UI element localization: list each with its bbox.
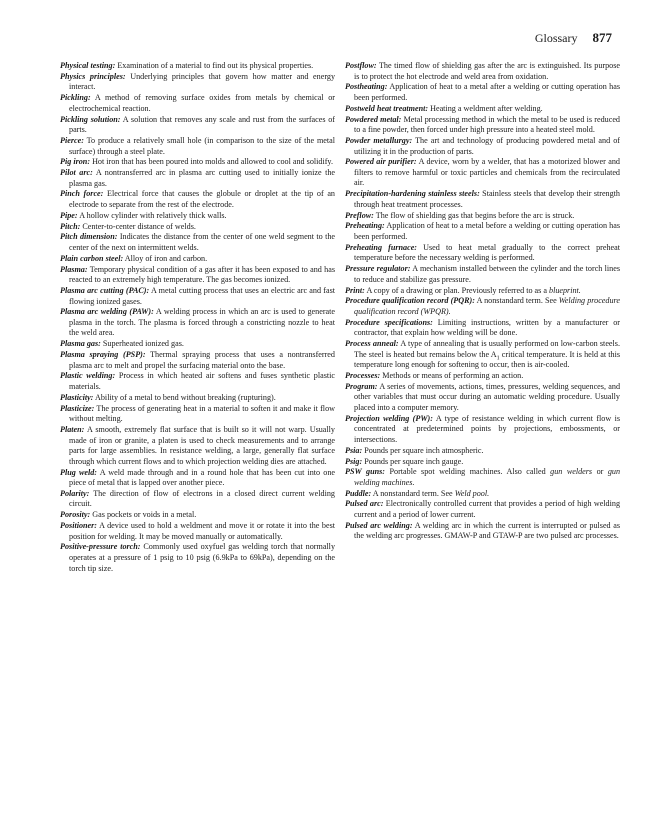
glossary-entry	[345, 286, 620, 297]
glossary-term: Powder metallurgy:	[345, 135, 413, 145]
glossary-term: Precipitation-hardening stainless steels:	[345, 189, 480, 199]
glossary-term: Pickling solution:	[60, 114, 121, 124]
cross-reference: gun welding machines.	[354, 467, 620, 487]
subscript: 1	[496, 355, 500, 362]
cross-reference: Welding procedure qualification record (WPQR).	[354, 296, 620, 316]
glossary-definition: Methods or means of performing an action.	[382, 371, 524, 381]
glossary-term: Procedure qualification record (PQR):	[345, 296, 475, 306]
glossary-definition: A solution that removes any scale and rust from the surfaces of parts.	[69, 114, 335, 135]
glossary-term: Pulsed arc welding:	[345, 520, 413, 530]
glossary-entry	[60, 136, 335, 157]
glossary-term: Print:	[345, 285, 365, 295]
glossary-term: Psia:	[345, 445, 363, 455]
glossary-definition: A method of removing surface oxides from metals by chemical or electrochemical reaction.	[69, 93, 335, 113]
glossary-definition: A metal cutting process that uses an electric arc and fast flowing ionized gases.	[69, 285, 336, 306]
glossary-entry	[60, 510, 335, 521]
glossary-term: Physical testing:	[60, 61, 116, 70]
glossary-term: Plug weld:	[60, 467, 97, 477]
glossary-entry	[60, 265, 335, 286]
glossary-term: Pinch force:	[60, 189, 104, 199]
glossary-definition: A welding process in which an arc is used to generate plasma in the torch. The plasma is forced through a constricting nozzle to heat the weld area.	[69, 307, 335, 338]
glossary-definition: Hot iron that has been poured into molds and allowed to cool and solidify.	[92, 157, 333, 167]
glossary-term: Postweld heat treatment:	[345, 103, 429, 113]
section-title: Glossary	[534, 31, 578, 45]
glossary-definition: Commonly used oxyfuel gas welding torch that normally operates at a pressure of 1 psig to 10 psig (6.9kPa to 69kPa), depending on the torch tip size.	[69, 542, 336, 573]
running-header	[0, 30, 612, 46]
glossary-definition: Electrical force that causes the globule or droplet at the tip of an electrode to separate from the rest of the electrode.	[69, 189, 335, 210]
glossary-entry	[60, 61, 335, 72]
glossary-entry	[60, 307, 335, 339]
glossary-entry	[345, 339, 620, 371]
glossary-definition: Application of heat to a metal after a welding or cutting operation has been performed.	[354, 82, 620, 102]
glossary-term: Preheating furnace:	[345, 242, 418, 252]
glossary-entry	[60, 222, 335, 233]
glossary-definition: Superheated ionized gas.	[102, 339, 184, 349]
glossary-entry	[60, 286, 335, 307]
glossary-term: Processes:	[345, 371, 381, 381]
glossary-definition: Metal processing method in which the metal to be used is reduced to a fine powder, then forced under high pressure into a heated steel mold.	[354, 114, 620, 135]
glossary-entry	[60, 542, 335, 574]
glossary-definition: A nonstandard term. See	[476, 296, 559, 306]
glossary-term: Plain carbon steel:	[60, 253, 124, 263]
glossary-entry	[60, 371, 335, 392]
glossary-entry	[60, 489, 335, 510]
glossary-term: Pierce:	[60, 135, 84, 145]
glossary-term: Program:	[345, 381, 378, 391]
glossary-term: Plasticity:	[60, 392, 94, 402]
glossary-entry	[345, 446, 620, 457]
glossary-term: Preheating:	[345, 221, 385, 231]
glossary-term: Projection welding (PW):	[345, 413, 433, 423]
glossary-definition: Pounds per square inch gauge.	[364, 456, 464, 466]
page-number: 877	[592, 30, 612, 45]
glossary-entry	[60, 189, 335, 210]
glossary-entry	[60, 157, 335, 168]
glossary-definition: Underlying principles that govern how matter and energy interact.	[69, 71, 336, 92]
glossary-term: Pitch:	[60, 221, 81, 231]
glossary-term: Pipe:	[60, 210, 78, 220]
glossary-entry	[345, 371, 620, 382]
glossary-definition: A type of annealing that is usually performed on low-carbon steels. The steel is heated but remains below the A	[354, 339, 620, 359]
glossary-entry	[345, 264, 620, 285]
glossary-definition: The flow of shielding gas that begins before the arc is struck.	[375, 210, 575, 220]
glossary-entry	[345, 318, 620, 339]
glossary-entry	[345, 221, 620, 242]
glossary-definition-tail: or	[592, 467, 608, 477]
glossary-entry	[60, 115, 335, 136]
glossary-term: Polarity:	[60, 488, 90, 498]
glossary-term: Pig iron:	[60, 157, 91, 167]
glossary-entry	[60, 468, 335, 489]
glossary-definition: Center-to-center distance of welds.	[82, 221, 196, 231]
glossary-definition: To produce a relatively small hole (in comparison to the size of the metal surface) through a steel plate.	[69, 135, 335, 156]
glossary-definition: The art and technology of producing powdered metal and of utilizing it in the production of parts.	[354, 135, 620, 156]
glossary-term: PSW guns:	[345, 467, 386, 477]
glossary-definition: A smooth, extremely flat surface that is built so it will not warp. Usually made of iron or granite, a platen is used to check measurements and to arrange parts for large assemblies. In resistance welding, a large, generally flat surface through which current flows and to which projection welding dies are attached.	[69, 424, 335, 466]
glossary-entry	[60, 393, 335, 404]
glossary-definition: A hollow cylinder with relatively thick walls.	[79, 210, 227, 220]
glossary-term: Psig:	[345, 456, 363, 466]
glossary-entry	[345, 499, 620, 520]
glossary-entry	[345, 467, 620, 488]
glossary-entry	[345, 489, 620, 500]
glossary-term: Plasma arc cutting (PAC):	[60, 285, 150, 295]
glossary-term: Physics principles:	[60, 71, 126, 81]
glossary-definition: A weld made through and in a round hole that has been cut into one piece of metal that is lapped over another piece.	[69, 467, 335, 488]
glossary-entry	[60, 211, 335, 222]
glossary-term: Porosity:	[60, 510, 91, 520]
cross-reference: blueprint.	[549, 285, 581, 295]
glossary-term: Pilot arc:	[60, 168, 93, 178]
glossary-definition: Portable spot welding machines. Also called	[389, 467, 551, 477]
glossary-entry	[60, 339, 335, 350]
glossary-definition: A nonstandard term. See	[372, 488, 455, 498]
cross-reference: gun welders	[550, 467, 593, 477]
glossary-definition: Examination of a material to find out its physical properties.	[117, 61, 314, 70]
glossary-entry	[345, 136, 620, 157]
glossary-term: Pitch dimension:	[60, 232, 118, 242]
glossary-definition: A type of resistance welding in which current flow is concentrated at predetermined points by projections, embossments, or intersections.	[354, 413, 620, 444]
glossary-definition: A welding arc in which the current is interrupted or pulsed as the welding arc progresses. GMAW-P and GTAW-P are two pulsed arc processes.	[354, 520, 621, 541]
glossary-definition: Limiting instructions, written by a manufacturer or contractor, that explain how welding will be done.	[354, 317, 620, 338]
glossary-definition: Ability of a metal to bend without breaking (rupturing).	[95, 392, 276, 402]
glossary-entry	[60, 232, 335, 253]
glossary-definition: Gas pockets or voids in a metal.	[92, 510, 197, 520]
glossary-left-column	[60, 61, 335, 574]
glossary-term: Pulsed arc:	[345, 499, 384, 509]
glossary-entry	[60, 72, 335, 93]
glossary-entry	[345, 61, 620, 82]
glossary-definition: Pounds per square inch atmospheric.	[364, 445, 484, 455]
glossary-term: Plasma spraying (PSP):	[60, 350, 146, 360]
glossary-definition: Process in which heated air softens and fuses synthetic plastic materials.	[69, 371, 336, 391]
cross-reference: Weld pool.	[454, 488, 490, 498]
glossary-definition: The direction of flow of electrons in a closed direct current welding circuit.	[69, 488, 335, 509]
glossary-entry	[345, 296, 620, 317]
glossary-entry	[345, 104, 620, 115]
glossary-entry	[345, 243, 620, 264]
glossary-term: Positioner:	[60, 521, 98, 531]
glossary-definition: Heating a weldment after welding.	[430, 103, 543, 113]
glossary-definition: The timed flow of shielding gas after the arc is extinguished. Its purpose is to protect the hot electrode and weld area from oxidation.	[354, 61, 620, 81]
glossary-entry	[60, 425, 335, 467]
glossary-definition-tail: critical temperature. It is held at this temperature long enough for softening to occur, then is air-cooled.	[354, 349, 621, 370]
glossary-definition: Temporary physical condition of a gas after it has been exposed to and has reacted to an extremely high temperature. The gas becomes ionized.	[69, 264, 335, 285]
glossary-term: Plastic welding:	[60, 371, 116, 381]
glossary-entry	[60, 521, 335, 542]
glossary-term: Pickling:	[60, 93, 91, 103]
glossary-term: Positive-pressure torch:	[60, 542, 141, 552]
glossary-definition: Application of heat to a metal before a welding or cutting operation has been performed.	[354, 221, 620, 241]
glossary-entry	[60, 254, 335, 265]
glossary-definition: A series of movements, actions, times, pressures, welding sequences, and other variables that must occur during an automatic welding procedure. Usually placed into a computer memory.	[354, 381, 621, 412]
glossary-definition: The process of generating heat in a material to soften it and make it flow without melting.	[69, 403, 335, 424]
glossary-entry	[60, 350, 335, 371]
glossary-term: Powered air purifier:	[345, 157, 417, 167]
glossary-term: Plasma arc welding (PAW):	[60, 307, 154, 317]
glossary-entry	[345, 157, 620, 189]
glossary-term: Plasma gas:	[60, 339, 101, 349]
glossary-definition: Electronically controlled current that provides a period of high welding current and a period of lower current.	[354, 499, 621, 520]
glossary-term: Plasticize:	[60, 403, 95, 413]
glossary-term: Preflow:	[345, 210, 374, 220]
glossary-term: Pressure regulator:	[345, 264, 411, 274]
glossary-entry	[345, 211, 620, 222]
glossary-entry	[60, 93, 335, 114]
glossary-definition: A device, worn by a welder, that has a motorized blower and filters to remove harmful or toxic particles and chemicals from the recirculated air.	[354, 157, 620, 188]
glossary-term: Procedure specifications:	[345, 317, 433, 327]
glossary-term: Postflow:	[345, 61, 377, 70]
glossary-entry	[345, 521, 620, 542]
glossary-term: Puddle:	[345, 488, 372, 498]
glossary-entry	[60, 168, 335, 189]
glossary-entry	[345, 189, 620, 210]
glossary-entry	[60, 404, 335, 425]
glossary-definition: Used to heat metal gradually to the correct preheat temperature before the necessary welding is performed.	[354, 242, 621, 263]
glossary-entry	[345, 82, 620, 103]
glossary-definition: A nontransferred arc in plasma arc cutting used to initially ionize the plasma gas.	[69, 168, 335, 188]
glossary-term: Process anneal:	[345, 339, 399, 349]
glossary-definition: A mechanism installed between the cylinder and the torch lines to reduce and stabilize gas pressure.	[354, 264, 620, 284]
glossary-entry	[345, 382, 620, 414]
glossary-definition: Thermal spraying process that uses a nontransferred plasma arc to melt and propel the surfacing material onto the base.	[69, 350, 335, 370]
glossary-term: Postheating:	[345, 82, 388, 92]
glossary-definition: A copy of a drawing or plan. Previously referred to as a	[366, 285, 549, 295]
glossary-definition: Stainless steels that develop their strength through heat treatment processes.	[354, 189, 620, 209]
glossary-term: Powdered metal:	[345, 114, 402, 124]
glossary-definition: A device used to hold a weldment and move it or rotate it into the best position for welding. It may be moved manually or automatically.	[69, 521, 335, 541]
glossary-term: Platen:	[60, 424, 85, 434]
glossary-definition: Alloy of iron and carbon.	[124, 253, 208, 263]
glossary-entry	[345, 115, 620, 136]
glossary-definition: Indicates the distance from the center of one weld segment to the center of the next on intermittent welds.	[69, 232, 335, 252]
glossary-right-column	[345, 61, 620, 542]
glossary-term: Plasma:	[60, 264, 88, 274]
glossary-entry	[345, 414, 620, 446]
glossary-entry	[345, 457, 620, 468]
